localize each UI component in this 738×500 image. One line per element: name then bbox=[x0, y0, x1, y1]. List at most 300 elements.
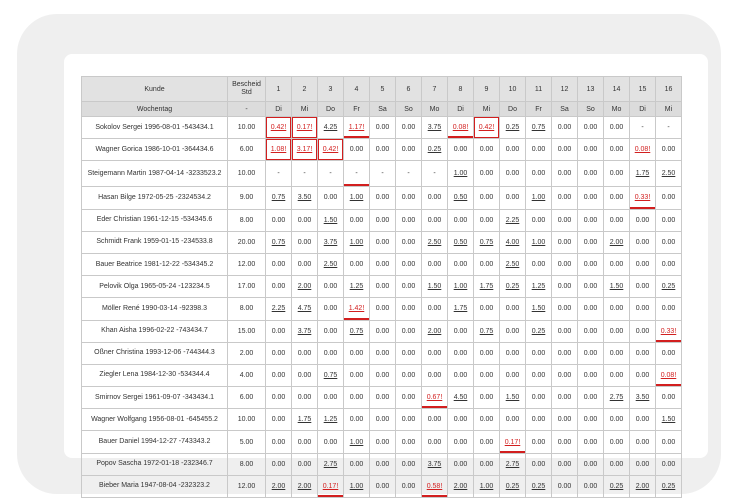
customer-name[interactable]: Schmidt Frank 1959-01-15 -234533.8 bbox=[82, 231, 228, 253]
hours-cell[interactable] bbox=[474, 231, 500, 253]
hours-cell[interactable] bbox=[656, 187, 682, 209]
hours-cell[interactable] bbox=[266, 298, 292, 320]
hours-cell[interactable] bbox=[552, 431, 578, 453]
hours-cell[interactable] bbox=[266, 320, 292, 342]
hours-cell[interactable] bbox=[474, 161, 500, 187]
hours-cell[interactable] bbox=[344, 320, 370, 342]
hours-cell[interactable] bbox=[370, 342, 396, 364]
hours-cell[interactable] bbox=[604, 253, 630, 275]
hours-cell[interactable] bbox=[370, 431, 396, 453]
hours-cell[interactable] bbox=[604, 209, 630, 231]
hours-cell[interactable] bbox=[500, 187, 526, 209]
header-kunde[interactable]: Kunde bbox=[82, 77, 228, 102]
hours-cell[interactable] bbox=[448, 117, 474, 139]
hours-cell[interactable] bbox=[656, 342, 682, 364]
hours-cell[interactable] bbox=[448, 209, 474, 231]
hours-cell[interactable] bbox=[500, 161, 526, 187]
hours-cell[interactable] bbox=[370, 475, 396, 497]
hours-cell[interactable] bbox=[318, 276, 344, 298]
customer-name[interactable]: Wagner Wolfgang 1956-08-01 -645455.2 bbox=[82, 409, 228, 431]
customer-name[interactable]: Eder Christian 1961-12-15 -534345.6 bbox=[82, 209, 228, 231]
hours-cell[interactable] bbox=[526, 475, 552, 497]
hours-cell[interactable] bbox=[552, 209, 578, 231]
hours-cell[interactable] bbox=[448, 409, 474, 431]
hours-cell[interactable] bbox=[292, 298, 318, 320]
hours-cell[interactable] bbox=[630, 320, 656, 342]
hours-cell[interactable] bbox=[396, 187, 422, 209]
hours-cell[interactable] bbox=[318, 298, 344, 320]
hours-cell[interactable] bbox=[604, 342, 630, 364]
hours-cell[interactable] bbox=[344, 364, 370, 386]
hours-cell[interactable] bbox=[552, 298, 578, 320]
hours-cell[interactable] bbox=[474, 253, 500, 275]
customer-name[interactable]: Steigemann Martin 1987-04-14 -3233523.2 bbox=[82, 161, 228, 187]
hours-cell[interactable] bbox=[578, 253, 604, 275]
table-row[interactable] bbox=[82, 161, 682, 187]
hours-cell[interactable] bbox=[370, 139, 396, 161]
header-bescheid-std[interactable]: Bescheid Std bbox=[228, 77, 266, 102]
header-day-1[interactable]: 1 bbox=[266, 77, 292, 102]
hours-cell[interactable] bbox=[292, 475, 318, 497]
hours-cell[interactable] bbox=[422, 276, 448, 298]
hours-cell[interactable] bbox=[578, 231, 604, 253]
hours-cell[interactable] bbox=[370, 161, 396, 187]
hours-cell[interactable] bbox=[526, 231, 552, 253]
hours-cell[interactable] bbox=[370, 187, 396, 209]
hours-cell[interactable] bbox=[500, 276, 526, 298]
hours-cell[interactable] bbox=[396, 253, 422, 275]
hours-cell[interactable] bbox=[292, 387, 318, 409]
hours-cell[interactable] bbox=[396, 342, 422, 364]
hours-cell[interactable] bbox=[526, 253, 552, 275]
hours-cell[interactable] bbox=[318, 387, 344, 409]
hours-cell[interactable] bbox=[526, 161, 552, 187]
hours-cell[interactable] bbox=[292, 320, 318, 342]
hours-cell[interactable] bbox=[344, 453, 370, 475]
hours-cell[interactable] bbox=[292, 231, 318, 253]
hours-cell[interactable] bbox=[604, 161, 630, 187]
hours-cell[interactable] bbox=[552, 161, 578, 187]
hours-cell[interactable] bbox=[318, 253, 344, 275]
table-row[interactable] bbox=[82, 209, 682, 231]
hours-cell[interactable] bbox=[292, 409, 318, 431]
hours-cell[interactable] bbox=[448, 342, 474, 364]
hours-cell[interactable] bbox=[422, 387, 448, 409]
hours-cell[interactable] bbox=[396, 475, 422, 497]
hours-cell[interactable] bbox=[266, 431, 292, 453]
customer-name[interactable]: Oßner Christina 1993-12-06 -744344.3 bbox=[82, 342, 228, 364]
hours-cell[interactable] bbox=[370, 253, 396, 275]
hours-cell[interactable] bbox=[656, 209, 682, 231]
hours-cell[interactable] bbox=[292, 117, 318, 139]
hours-cell[interactable] bbox=[604, 320, 630, 342]
header-day-15[interactable]: 15 bbox=[630, 77, 656, 102]
hours-cell[interactable] bbox=[578, 431, 604, 453]
hours-cell[interactable] bbox=[604, 187, 630, 209]
hours-cell[interactable] bbox=[526, 276, 552, 298]
hours-cell[interactable] bbox=[578, 342, 604, 364]
hours-cell[interactable] bbox=[422, 342, 448, 364]
hours-cell[interactable] bbox=[500, 320, 526, 342]
hours-cell[interactable] bbox=[604, 387, 630, 409]
hours-cell[interactable] bbox=[604, 475, 630, 497]
hours-cell[interactable] bbox=[526, 342, 552, 364]
hours-cell[interactable] bbox=[500, 475, 526, 497]
hours-cell[interactable] bbox=[474, 475, 500, 497]
customer-name[interactable]: Hasan Bilge 1972-05-25 -2324534.2 bbox=[82, 187, 228, 209]
hours-cell[interactable] bbox=[344, 209, 370, 231]
hours-cell[interactable] bbox=[318, 475, 344, 497]
hours-cell[interactable] bbox=[474, 409, 500, 431]
hours-cell[interactable] bbox=[474, 187, 500, 209]
hours-cell[interactable] bbox=[292, 342, 318, 364]
hours-cell[interactable] bbox=[656, 276, 682, 298]
hours-cell[interactable] bbox=[318, 453, 344, 475]
hours-cell[interactable] bbox=[370, 298, 396, 320]
hours-cell[interactable] bbox=[422, 139, 448, 161]
hours-cell[interactable] bbox=[656, 431, 682, 453]
customer-name[interactable]: Wagner Gorica 1986-10-01 -364434.6 bbox=[82, 139, 228, 161]
hours-cell[interactable] bbox=[266, 364, 292, 386]
hours-cell[interactable] bbox=[578, 117, 604, 139]
hours-cell[interactable] bbox=[500, 139, 526, 161]
table-row[interactable] bbox=[82, 342, 682, 364]
hours-cell[interactable] bbox=[344, 117, 370, 139]
hours-cell[interactable] bbox=[552, 409, 578, 431]
hours-cell[interactable] bbox=[500, 253, 526, 275]
hours-cell[interactable] bbox=[656, 364, 682, 386]
hours-cell[interactable] bbox=[344, 409, 370, 431]
hours-cell[interactable] bbox=[578, 364, 604, 386]
hours-cell[interactable] bbox=[552, 453, 578, 475]
hours-cell[interactable] bbox=[630, 209, 656, 231]
hours-cell[interactable] bbox=[578, 475, 604, 497]
hours-cell[interactable] bbox=[266, 453, 292, 475]
customer-name[interactable]: Bieber Maria 1947-08-04 -232323.2 bbox=[82, 475, 228, 497]
hours-cell[interactable] bbox=[318, 320, 344, 342]
header-day-12[interactable]: 12 bbox=[552, 77, 578, 102]
hours-cell[interactable] bbox=[578, 139, 604, 161]
hours-cell[interactable] bbox=[448, 364, 474, 386]
hours-cell[interactable] bbox=[656, 253, 682, 275]
hours-cell[interactable] bbox=[656, 320, 682, 342]
table-row[interactable] bbox=[82, 453, 682, 475]
hours-cell[interactable] bbox=[344, 139, 370, 161]
hours-cell[interactable] bbox=[604, 117, 630, 139]
table-row[interactable] bbox=[82, 117, 682, 139]
hours-cell[interactable] bbox=[292, 276, 318, 298]
hours-cell[interactable] bbox=[344, 276, 370, 298]
hours-cell[interactable] bbox=[656, 161, 682, 187]
hours-cell[interactable] bbox=[578, 409, 604, 431]
table-row[interactable] bbox=[82, 320, 682, 342]
hours-cell[interactable] bbox=[422, 253, 448, 275]
hours-cell[interactable] bbox=[292, 364, 318, 386]
header-day-6[interactable]: 6 bbox=[396, 77, 422, 102]
hours-cell[interactable] bbox=[266, 209, 292, 231]
hours-cell[interactable] bbox=[630, 387, 656, 409]
hours-cell[interactable] bbox=[552, 364, 578, 386]
hours-cell[interactable] bbox=[422, 298, 448, 320]
hours-cell[interactable] bbox=[422, 431, 448, 453]
hours-cell[interactable] bbox=[266, 475, 292, 497]
hours-cell[interactable] bbox=[318, 139, 344, 161]
hours-cell[interactable] bbox=[656, 231, 682, 253]
hours-cell[interactable] bbox=[448, 431, 474, 453]
hours-cell[interactable] bbox=[396, 161, 422, 187]
hours-cell[interactable] bbox=[396, 409, 422, 431]
hours-cell[interactable] bbox=[396, 364, 422, 386]
hours-cell[interactable] bbox=[474, 387, 500, 409]
table-row[interactable] bbox=[82, 387, 682, 409]
hours-cell[interactable] bbox=[422, 209, 448, 231]
header-day-3[interactable]: 3 bbox=[318, 77, 344, 102]
header-day-2[interactable]: 2 bbox=[292, 77, 318, 102]
hours-cell[interactable] bbox=[344, 342, 370, 364]
hours-cell[interactable] bbox=[370, 276, 396, 298]
hours-cell[interactable] bbox=[474, 276, 500, 298]
header-day-5[interactable]: 5 bbox=[370, 77, 396, 102]
hours-cell[interactable] bbox=[526, 320, 552, 342]
hours-cell[interactable] bbox=[396, 298, 422, 320]
hours-cell[interactable] bbox=[422, 364, 448, 386]
table-row[interactable] bbox=[82, 231, 682, 253]
hours-cell[interactable] bbox=[578, 209, 604, 231]
hours-cell[interactable] bbox=[344, 161, 370, 187]
hours-cell[interactable] bbox=[318, 231, 344, 253]
hours-cell[interactable] bbox=[500, 209, 526, 231]
hours-cell[interactable] bbox=[266, 161, 292, 187]
hours-cell[interactable] bbox=[578, 298, 604, 320]
hours-cell[interactable] bbox=[422, 320, 448, 342]
customer-name[interactable]: Smirnov Sergei 1961-09-07 -343434.1 bbox=[82, 387, 228, 409]
hours-cell[interactable] bbox=[448, 387, 474, 409]
hours-cell[interactable] bbox=[526, 209, 552, 231]
hours-cell[interactable] bbox=[552, 187, 578, 209]
hours-cell[interactable] bbox=[552, 276, 578, 298]
hours-cell[interactable] bbox=[526, 453, 552, 475]
table-row[interactable] bbox=[82, 298, 682, 320]
hours-cell[interactable] bbox=[500, 387, 526, 409]
hours-cell[interactable] bbox=[656, 387, 682, 409]
hours-cell[interactable] bbox=[630, 409, 656, 431]
hours-cell[interactable] bbox=[500, 409, 526, 431]
hours-cell[interactable] bbox=[656, 409, 682, 431]
hours-cell[interactable] bbox=[552, 139, 578, 161]
hours-cell[interactable] bbox=[318, 342, 344, 364]
hours-cell[interactable] bbox=[422, 475, 448, 497]
hours-cell[interactable] bbox=[526, 298, 552, 320]
hours-cell[interactable] bbox=[604, 231, 630, 253]
hours-cell[interactable] bbox=[344, 231, 370, 253]
hours-cell[interactable] bbox=[422, 231, 448, 253]
header-day-10[interactable]: 10 bbox=[500, 77, 526, 102]
hours-cell[interactable] bbox=[474, 139, 500, 161]
hours-cell[interactable] bbox=[630, 475, 656, 497]
hours-cell[interactable] bbox=[604, 276, 630, 298]
hours-cell[interactable] bbox=[630, 139, 656, 161]
hours-cell[interactable] bbox=[448, 276, 474, 298]
hours-cell[interactable] bbox=[344, 475, 370, 497]
hours-cell[interactable] bbox=[396, 320, 422, 342]
hours-cell[interactable] bbox=[526, 139, 552, 161]
hours-cell[interactable] bbox=[370, 117, 396, 139]
hours-cell[interactable] bbox=[526, 387, 552, 409]
hours-cell[interactable] bbox=[422, 409, 448, 431]
hours-cell[interactable] bbox=[266, 139, 292, 161]
hours-cell[interactable] bbox=[370, 387, 396, 409]
customer-name[interactable]: Pelovik Olga 1965-05-24 -123234.5 bbox=[82, 276, 228, 298]
hours-cell[interactable] bbox=[448, 161, 474, 187]
hours-cell[interactable] bbox=[552, 231, 578, 253]
hours-cell[interactable] bbox=[604, 364, 630, 386]
customer-name[interactable]: Ziegler Lena 1984-12-30 -534344.4 bbox=[82, 364, 228, 386]
hours-cell[interactable] bbox=[292, 209, 318, 231]
hours-cell[interactable] bbox=[578, 161, 604, 187]
hours-cell[interactable] bbox=[318, 409, 344, 431]
hours-cell[interactable] bbox=[604, 139, 630, 161]
customer-name[interactable]: Sokolov Sergei 1996-08-01 -543434.1 bbox=[82, 117, 228, 139]
hours-cell[interactable] bbox=[656, 139, 682, 161]
header-day-14[interactable]: 14 bbox=[604, 77, 630, 102]
hours-cell[interactable] bbox=[578, 320, 604, 342]
hours-cell[interactable] bbox=[526, 364, 552, 386]
hours-cell[interactable] bbox=[448, 298, 474, 320]
hours-cell[interactable] bbox=[396, 276, 422, 298]
customer-name[interactable]: Bauer Beatrice 1981-12-22 -534345.2 bbox=[82, 253, 228, 275]
hours-cell[interactable] bbox=[396, 117, 422, 139]
hours-cell[interactable] bbox=[266, 117, 292, 139]
hours-cell[interactable] bbox=[656, 117, 682, 139]
hours-cell[interactable] bbox=[630, 431, 656, 453]
hours-cell[interactable] bbox=[318, 117, 344, 139]
hours-cell[interactable] bbox=[266, 409, 292, 431]
hours-cell[interactable] bbox=[292, 253, 318, 275]
hours-cell[interactable] bbox=[344, 187, 370, 209]
hours-cell[interactable] bbox=[292, 139, 318, 161]
hours-cell[interactable] bbox=[422, 453, 448, 475]
hours-cell[interactable] bbox=[292, 431, 318, 453]
hours-cell[interactable] bbox=[448, 231, 474, 253]
hours-cell[interactable] bbox=[266, 187, 292, 209]
hours-cell[interactable] bbox=[370, 209, 396, 231]
table-row[interactable] bbox=[82, 276, 682, 298]
hours-cell[interactable] bbox=[292, 187, 318, 209]
hours-cell[interactable] bbox=[396, 387, 422, 409]
hours-cell[interactable] bbox=[500, 231, 526, 253]
hours-cell[interactable] bbox=[552, 253, 578, 275]
header-day-8[interactable]: 8 bbox=[448, 77, 474, 102]
hours-cell[interactable] bbox=[318, 209, 344, 231]
hours-cell[interactable] bbox=[578, 453, 604, 475]
hours-cell[interactable] bbox=[630, 187, 656, 209]
hours-cell[interactable] bbox=[656, 453, 682, 475]
table-row[interactable] bbox=[82, 475, 682, 497]
hours-cell[interactable] bbox=[266, 387, 292, 409]
hours-cell[interactable] bbox=[344, 253, 370, 275]
hours-cell[interactable] bbox=[474, 431, 500, 453]
table-row[interactable] bbox=[82, 431, 682, 453]
hours-cell[interactable] bbox=[578, 187, 604, 209]
header-day-13[interactable]: 13 bbox=[578, 77, 604, 102]
hours-cell[interactable] bbox=[396, 431, 422, 453]
hours-cell[interactable] bbox=[370, 453, 396, 475]
hours-cell[interactable] bbox=[630, 161, 656, 187]
hours-cell[interactable] bbox=[448, 320, 474, 342]
hours-cell[interactable] bbox=[448, 475, 474, 497]
hours-cell[interactable] bbox=[474, 364, 500, 386]
hours-cell[interactable] bbox=[630, 276, 656, 298]
hours-cell[interactable] bbox=[292, 161, 318, 187]
hours-cell[interactable] bbox=[370, 364, 396, 386]
hours-cell[interactable] bbox=[474, 320, 500, 342]
hours-cell[interactable] bbox=[344, 387, 370, 409]
hours-cell[interactable] bbox=[266, 342, 292, 364]
hours-cell[interactable] bbox=[370, 320, 396, 342]
hours-cell[interactable] bbox=[370, 231, 396, 253]
customer-name[interactable]: Möller René 1990-03-14 -92398.3 bbox=[82, 298, 228, 320]
hours-cell[interactable] bbox=[656, 475, 682, 497]
hours-cell[interactable] bbox=[448, 187, 474, 209]
hours-cell[interactable] bbox=[630, 342, 656, 364]
hours-cell[interactable] bbox=[292, 453, 318, 475]
hours-cell[interactable] bbox=[318, 161, 344, 187]
hours-cell[interactable] bbox=[396, 453, 422, 475]
hours-cell[interactable] bbox=[344, 298, 370, 320]
hours-cell[interactable] bbox=[578, 276, 604, 298]
table-row[interactable] bbox=[82, 364, 682, 386]
hours-cell[interactable] bbox=[552, 342, 578, 364]
hours-cell[interactable] bbox=[422, 187, 448, 209]
hours-cell[interactable] bbox=[500, 117, 526, 139]
hours-cell[interactable] bbox=[422, 117, 448, 139]
hours-cell[interactable] bbox=[656, 298, 682, 320]
hours-cell[interactable] bbox=[500, 431, 526, 453]
hours-cell[interactable] bbox=[630, 117, 656, 139]
hours-cell[interactable] bbox=[448, 253, 474, 275]
hours-cell[interactable] bbox=[474, 117, 500, 139]
hours-cell[interactable] bbox=[526, 409, 552, 431]
hours-cell[interactable] bbox=[344, 431, 370, 453]
hours-cell[interactable] bbox=[422, 161, 448, 187]
hours-cell[interactable] bbox=[578, 387, 604, 409]
header-day-9[interactable]: 9 bbox=[474, 77, 500, 102]
hours-cell[interactable] bbox=[526, 187, 552, 209]
hours-cell[interactable] bbox=[474, 342, 500, 364]
hours-cell[interactable] bbox=[474, 298, 500, 320]
hours-cell[interactable] bbox=[448, 453, 474, 475]
hours-cell[interactable] bbox=[318, 187, 344, 209]
hours-cell[interactable] bbox=[396, 231, 422, 253]
table-row[interactable] bbox=[82, 253, 682, 275]
hours-cell[interactable] bbox=[318, 364, 344, 386]
hours-cell[interactable] bbox=[396, 139, 422, 161]
customer-name[interactable]: Popov Sascha 1972-01-18 -232346.7 bbox=[82, 453, 228, 475]
header-day-16[interactable]: 16 bbox=[656, 77, 682, 102]
hours-cell[interactable] bbox=[500, 342, 526, 364]
table-row[interactable] bbox=[82, 139, 682, 161]
hours-cell[interactable] bbox=[552, 117, 578, 139]
hours-cell[interactable] bbox=[370, 409, 396, 431]
table-row[interactable] bbox=[82, 187, 682, 209]
hours-cell[interactable] bbox=[396, 209, 422, 231]
header-day-7[interactable]: 7 bbox=[422, 77, 448, 102]
hours-cell[interactable] bbox=[604, 453, 630, 475]
hours-cell[interactable] bbox=[604, 298, 630, 320]
hours-cell[interactable] bbox=[630, 231, 656, 253]
hours-cell[interactable] bbox=[552, 387, 578, 409]
hours-cell[interactable] bbox=[552, 320, 578, 342]
